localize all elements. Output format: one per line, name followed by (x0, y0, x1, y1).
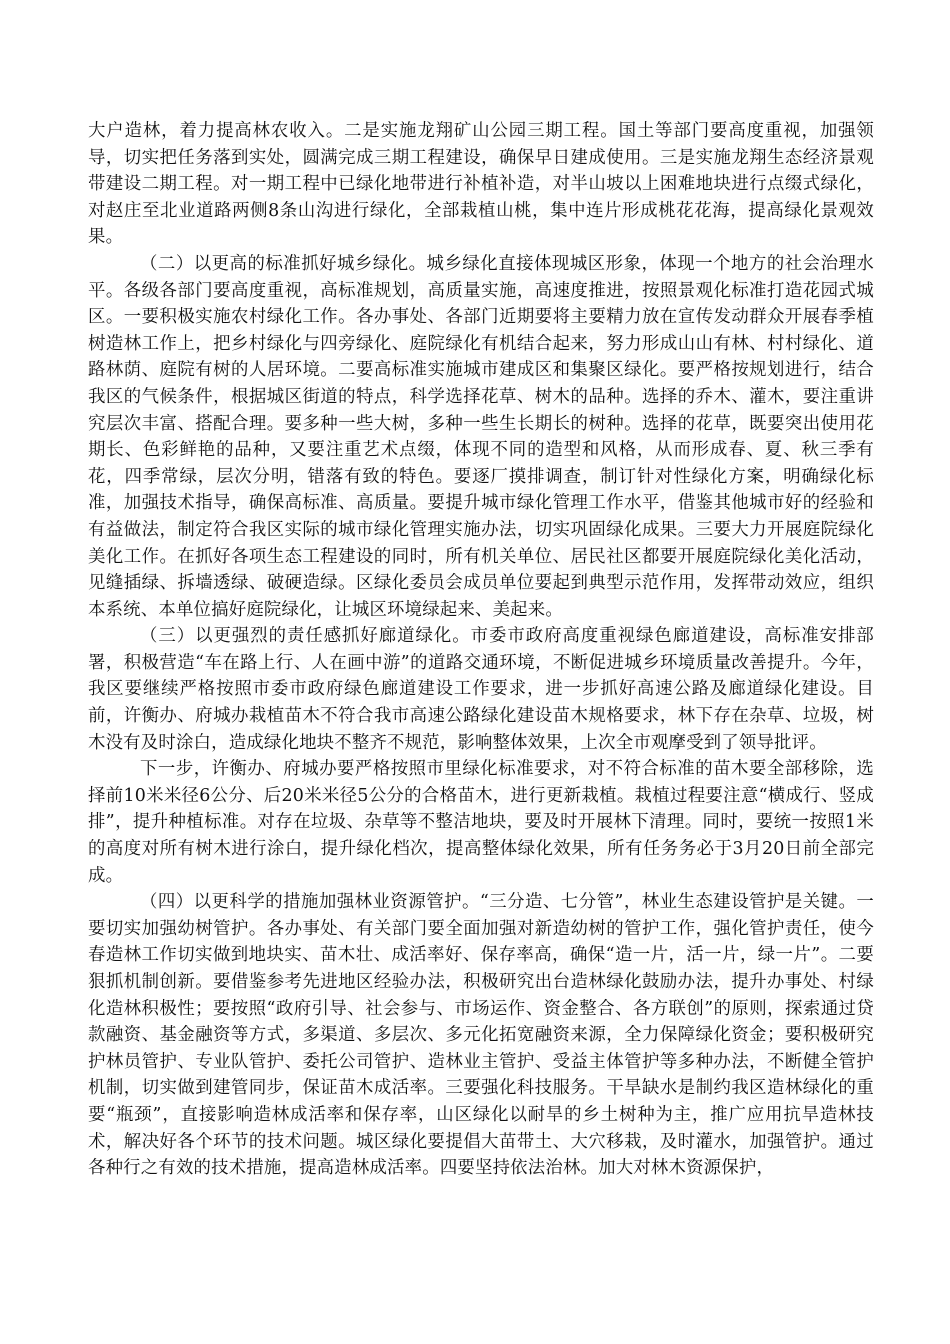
paragraph-2: （二）以更高的标准抓好城乡绿化。城乡绿化直接体现城区形象，体现一个地方的社会治理水平。各级各部门要高度重视，高标准规划，高质量实施，高速度推进，按照景观化标准打造花园式城区。一要积极实施农村绿化工作。各办事处、各部门近期要将主要精力放在宣传发动群众开展春季植树造林工作上，把乡村绿化与四旁绿化、庭院绿化有机结合起来，努力形成山山有林、村村绿化、道路林荫、庭院有树的人居环境。二要高标准实施城市建成区和集聚区绿化。要严格按规划进行，结合我区的气候条件，根据城区街道的特点，科学选择花草、树木的品种。选择的乔木、灌木，要注重讲究层次丰富、搭配合理。要多种一些大树，多种一些生长期长的树种。选择的花草，既要突出使用花期长、色彩鲜艳的品种，又要注重艺术点缀，体现不同的造型和风格，从而形成春、夏、秋三季有花，四季常绿，层次分明，错落有致的特色。要逐厂摸排调查，制订针对性绿化方案，明确绿化标准，加强技术指导，确保高标准、高质量。要提升城市绿化管理工作水平，借鉴其他城市好的经验和有益做法，制定符合我区实际的城市绿化管理实施办法，切实巩固绿化成果。三要大力开展庭院绿化美化工作。在抓好各项生态工程建设的同时，所有机关单位、居民社区都要开展庭院绿化美化活动，见缝插绿、拆墙透绿、破硬造绿。区绿化委员会成员单位要起到典型示范作用，发挥带动效应，组织本系统、本单位搞好庭院绿化，让城区环境绿起来、美起来。 (88, 253, 874, 620)
paragraph-1: 大户造林，着力提高林农收入。二是实施龙翔矿山公园三期工程。国土等部门要高度重视，加强领导，切实把任务落到实处，圆满完成三期工程建设，确保早日建成使用。三是实施龙翔生态经济景观带建设二期工程。对一期工程中已绿化地带进行补植补造，对半山坡以上困难地块进行点缀式绿化，对赵庄至北业道路两侧8条山沟进行绿化，全部栽植山桃，集中连片形成桃花花海，提高绿化景观效果。 (88, 121, 874, 248)
paragraph-3: （三）以更强烈的责任感抓好廊道绿化。市委市政府高度重视绿色廊道建设，高标准安排部署，积极营造“车在路上行、人在画中游”的道路交通环境，不断促进城乡环境质量改善提升。今年，我区要继续严格按照市委市政府绿色廊道建设工作要求，进一步抓好高速公路及廊道绿化建设。目前，许衡办、府城办栽植苗木不符合我市高速公路绿化建设苗木规格要求，林下存在杂草、垃圾，树木没有及时涂白，造成绿化地块不整齐不规范，影响整体效果，上次全市观摩受到了领导批评。 (88, 626, 874, 753)
paragraph-4: 下一步，许衡办、府城办要严格按照市里绿化标准要求，对不符合标准的苗木要全部移除，选择前10米米径6公分、后20米米径5公分的合格苗木，进行更新栽植。栽植过程要注意“横成行、竖成排”，提升种植标准。对存在垃圾、杂草等不整洁地块，要及时开展林下清理。同时，要统一按照1米的高度对所有树木进行涂白，提升绿化档次，提高整体绿化效果，所有任务务必于3月20日前全部完成。 (88, 759, 874, 886)
paragraph-5: （四）以更科学的措施加强林业资源管护。“三分造、七分管”，林业生态建设管护是关键。一要切实加强幼树管护。各办事处、有关部门要全面加强对新造幼树的管护工作，强化管护责任，使今春造林工作切实做到地块实、苗木壮、成活率好、保存率高，确保“造一片，活一片，绿一片”。二要狠抓机制创新。要借鉴参考先进地区经验办法，积极研究出台造林绿化鼓励办法，提升办事处、村绿化造林积极性；要按照“政府引导、社会参与、市场运作、资金整合、各方联创”的原则，探索通过贷款融资、基金融资等方式，多渠道、多层次、多元化拓宽融资来源，全力保障绿化资金；要积极研究护林员管护、专业队管护、委托公司管护、造林业主管护、受益主体管护等多种办法，不断健全管护机制，切实做到建管同步，保证苗木成活率。三要强化科技服务。干旱缺水是制约我区造林绿化的重要“瓶颈”，直接影响造林成活率和保存率，山区绿化以耐旱的乡土树种为主，推广应用抗旱造林技术，解决好各个环节的技术问题。城区绿化要提倡大苗带土、大穴移栽，及时灌水，加强管护。通过各种行之有效的技术措施，提高造林成活率。四要坚持依法治林。加大对林木资源保护， (88, 892, 874, 1179)
document-page (88, 118, 874, 1182)
